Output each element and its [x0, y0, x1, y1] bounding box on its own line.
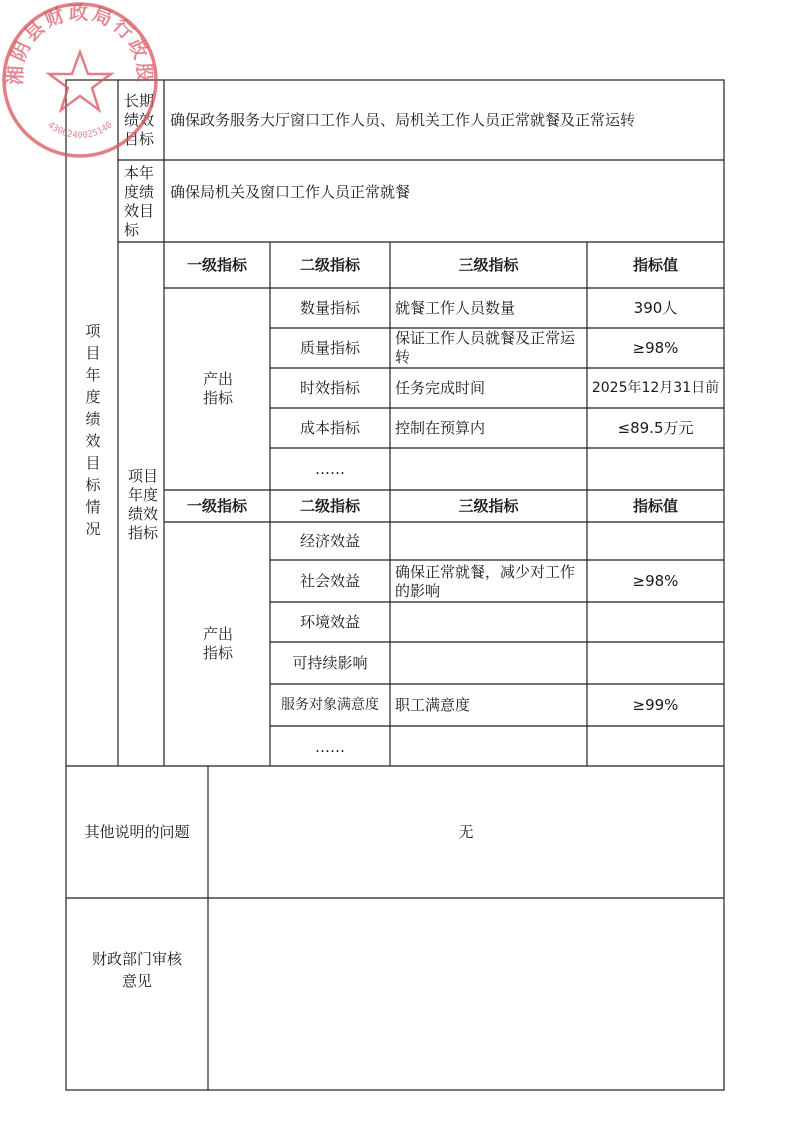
table-row-level3: 保证工作人员就餐及正常运转	[395, 329, 576, 366]
table-row-level2: 质量指标	[299, 339, 360, 357]
table-row-level3: 控制在预算内	[395, 419, 486, 437]
annual-goal-text: 确保局机关及窗口工作人员正常就餐	[170, 183, 411, 201]
effect-level1-label: 产出指标	[202, 625, 233, 662]
finance-review-label: 财政部门审核意见	[92, 950, 183, 990]
seal-org-name: 湘阴县财政局行政股	[4, 1, 156, 86]
long-term-goal-label: 长期绩效目标	[124, 92, 155, 148]
table-row-level3: 确保正常就餐，减少对工作的影响	[395, 563, 576, 600]
table-row-value: ≥99%	[632, 696, 679, 714]
table-row-level2: 可持续影响	[292, 654, 368, 672]
table-row-level2: 时效指标	[299, 379, 360, 397]
table-row-level2: 数量指标	[299, 299, 360, 317]
table-row-level2: 服务对象满意度	[281, 697, 379, 713]
header-level3: 三级指标	[458, 497, 519, 515]
other-issues-label: 其他说明的问题	[84, 823, 190, 841]
table-row-level3: 就餐工作人员数量	[395, 299, 516, 317]
svg-text:湘阴县财政局行政股	[4, 1, 156, 86]
table-row-level3: 职工满意度	[395, 696, 471, 714]
table-row-value: ≤89.5万元	[617, 419, 694, 437]
project-annual-indicators-label: 项目年度绩效指标	[127, 467, 158, 542]
table-row-level2: 社会效益	[299, 572, 360, 590]
long-term-goal-text: 确保政务服务大厅窗口工作人员、局机关工作人员正常就餐及正常运转	[170, 111, 636, 129]
table-row-value: 2025年12月31日前	[591, 380, 720, 396]
project-annual-situation-label: 项目年度绩效目标情况	[85, 322, 101, 538]
header-level1: 一级指标	[186, 497, 247, 515]
table-row-level2: 成本指标	[299, 419, 360, 437]
table-row-value: ≥98%	[632, 339, 679, 357]
table-row-value: 390人	[633, 299, 678, 317]
table-row-level2: 环境效益	[299, 613, 360, 631]
svg-text:4306240025140	[46, 120, 115, 141]
official-seal	[0, 0, 160, 160]
header-value: 指标值	[632, 497, 678, 515]
table-row-level2: ……	[315, 738, 345, 756]
header-level2: 二级指标	[299, 497, 360, 515]
header-level1: 一级指标	[186, 256, 247, 274]
annual-goal-label: 本年度绩效目标	[124, 164, 155, 239]
seal-number: 4306240025140	[45, 120, 115, 141]
output-level1-label: 产出指标	[202, 370, 233, 407]
header-level3: 三级指标	[458, 256, 519, 274]
table-row-level3: 任务完成时间	[395, 379, 486, 397]
table-row-level2: ……	[315, 460, 345, 478]
other-issues-text: 无	[458, 823, 474, 841]
table-row-value: ≥98%	[632, 572, 679, 590]
header-value: 指标值	[632, 256, 678, 274]
table-row-level2: 经济效益	[299, 532, 360, 550]
header-level2: 二级指标	[299, 256, 360, 274]
